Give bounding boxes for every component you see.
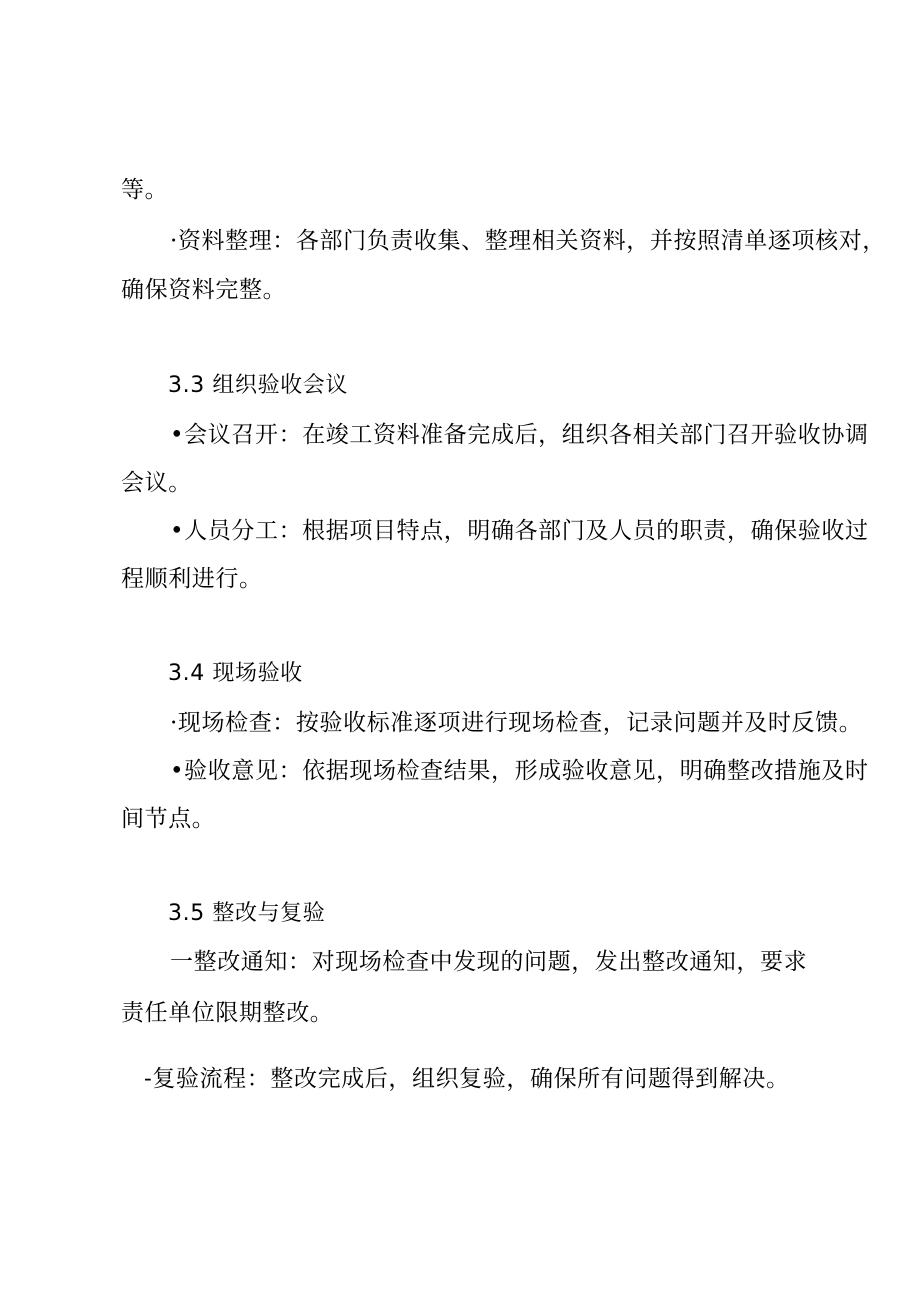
bullet-rectification-notice-cont: 责任单位限期整改。 — [121, 1000, 334, 1026]
bullet-site-inspection: ·现场检查：按验收标准逐项进行现场检查，记录问题并及时反馈。 — [170, 710, 863, 736]
bullet-acceptance-opinion-cont: 间节点。 — [121, 806, 216, 832]
bullet-meeting-cont: 会议。 — [121, 470, 192, 496]
section-heading-3-4: 3.4 现场验收 — [168, 661, 303, 686]
bullet-acceptance-opinion: •验收意见：依据现场检查结果，形成验收意见，明确整改措施及时 — [170, 758, 869, 784]
bullet-staff-division-cont: 程顺利进行。 — [121, 566, 263, 592]
bullet-rectification-notice: 一整改通知：对现场检查中发现的问题，发出整改通知，要求 — [170, 949, 808, 975]
bullet-data-organization-cont: 确保资料完整。 — [121, 277, 287, 303]
bullet-meeting: •会议召开：在竣工资料准备完成后，组织各相关部门召开验收协调 — [170, 422, 869, 448]
section-heading-3-5: 3.5 整改与复验 — [168, 901, 326, 926]
paragraph-continuation: 等。 — [121, 177, 169, 203]
section-heading-3-3: 3.3 组织验收会议 — [168, 373, 348, 398]
bullet-data-organization: ·资料整理：各部门负责收集、整理相关资料，并按照清单逐项核对， — [170, 228, 886, 254]
bullet-reinspection: -复验流程：整改完成后，组织复验，确保所有问题得到解决。 — [144, 1066, 790, 1092]
bullet-staff-division: •人员分工：根据项目特点，明确各部门及人员的职责，确保验收过 — [170, 518, 869, 544]
